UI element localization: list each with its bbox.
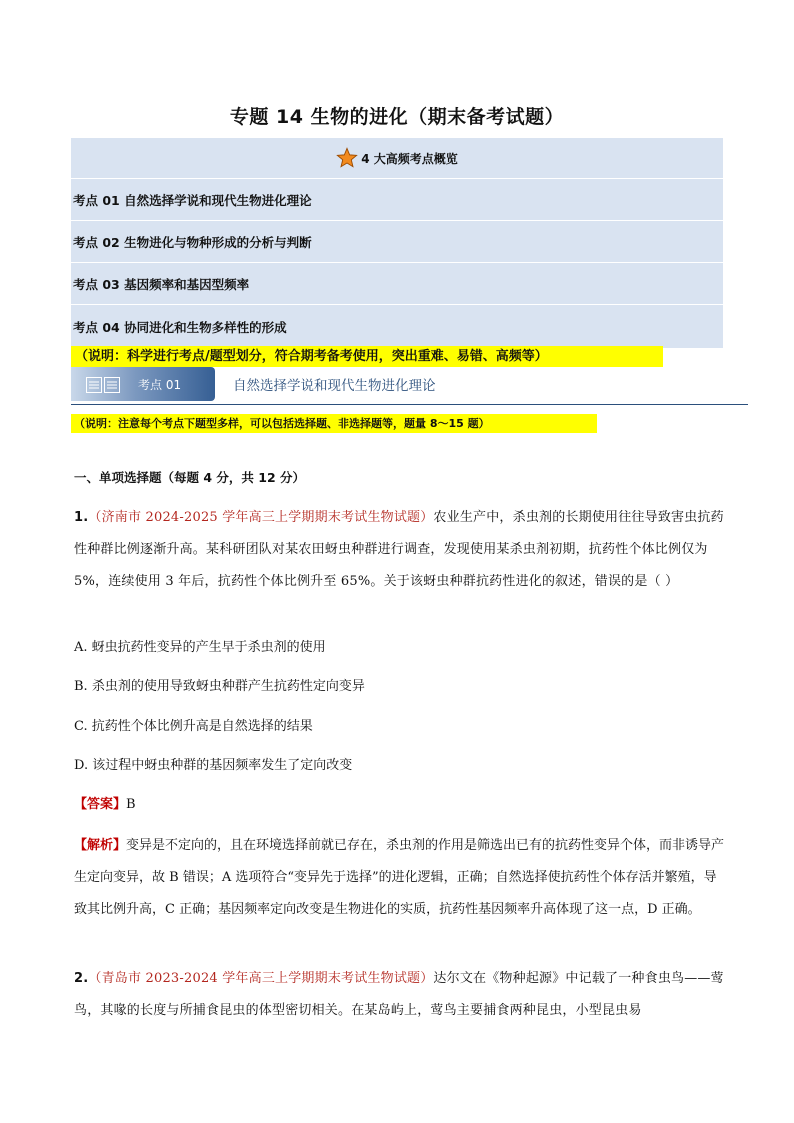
option-a: A. 蚜虫抗药性变异的产生早于杀虫剂的使用 xyxy=(74,640,326,655)
divider xyxy=(71,404,748,405)
question-number: 2. xyxy=(74,971,89,986)
answer-tag: 【答案】 xyxy=(74,797,127,812)
question-source: （青岛市 2023-2024 学年高三上学期期末考试生物试题） xyxy=(88,971,434,986)
overview-item: 考点 01 自然选择学说和现代生物进化理论 xyxy=(71,179,723,221)
kaodian-label: 考点 01 xyxy=(138,378,182,392)
question-1 xyxy=(74,502,724,598)
question-number: 1. xyxy=(74,510,89,525)
book-icon xyxy=(86,377,120,393)
section-heading: 一、单项选择题（每题 4 分，共 12 分） xyxy=(74,470,306,485)
note-sub: （说明：注意每个考点下题型多样，可以包括选择题、非选择题等，题量 8～15 题） xyxy=(71,414,597,433)
star-icon xyxy=(336,147,358,169)
question-stem: 农业生产中，杀虫剂的长期使用往往导致害虫抗药性种群比例逐渐升高。某科研团队对某农田蚜虫种群进行调查，发现使用某杀虫剂初期，抗药性个体比例仅为 5%，连续使用 3 年后，抗药性个体比例升至 65%。关于该蚜虫种群抗药性进化的叙述，错误的是（ ） xyxy=(74,510,724,589)
overview-item: 考点 02 生物进化与物种形成的分析与判断 xyxy=(71,221,723,263)
overview-header xyxy=(71,138,723,179)
answer-value: B xyxy=(126,797,136,812)
option-b: B. 杀虫剂的使用导致蚜虫种群产生抗药性定向变异 xyxy=(74,679,365,694)
answer xyxy=(74,795,136,815)
analysis-tag: 【解析】 xyxy=(74,838,127,853)
question-stem: 达尔文在《物种起源》中记载了一种食虫鸟——莺鸟，其喙的长度与所捕食昆虫的体型密切相关。在某岛屿上，莺鸟主要捕食两种昆虫，小型昆虫易 xyxy=(74,971,724,1018)
note-main: （说明：科学进行考点/题型划分，符合期考备考使用，突出重难、易错、高频等） xyxy=(71,346,663,367)
kaodian-banner xyxy=(71,367,215,401)
overview-item: 考点 04 协同进化和生物多样性的形成 xyxy=(73,319,287,335)
option-d: D. 该过程中蚜虫种群的基因频率发生了定向改变 xyxy=(74,758,353,773)
question-2 xyxy=(74,963,724,1027)
overview-table xyxy=(71,138,723,348)
question-source: （济南市 2024-2025 学年高三上学期期末考试生物试题） xyxy=(88,510,434,525)
overview-item: 考点 03 基因频率和基因型频率 xyxy=(71,263,723,305)
overview-heading: 4 大高频考点概览 xyxy=(361,151,458,166)
kaodian-title: 自然选择学说和现代生物进化理论 xyxy=(233,378,436,394)
analysis-text: 变异是不定向的，且在环境选择前就已存在，杀虫剂的作用是筛选出已有的抗药性变异个体，而非诱导产生定向变异，故 B 错误；A 选项符合“变异先于选择”的进化逻辑，正确；自然选择使抗药性个体存活并繁殖，导致其比例升高，C 正确；基因频率定向改变是生物进化的实质，抗药性基因频率升高体现了这一点，D 正确。 xyxy=(74,838,725,917)
analysis xyxy=(74,830,726,926)
page-title: 专题 14 生物的进化（期末备考试题） xyxy=(229,106,565,128)
option-c: C. 抗药性个体比例升高是自然选择的结果 xyxy=(74,719,313,734)
